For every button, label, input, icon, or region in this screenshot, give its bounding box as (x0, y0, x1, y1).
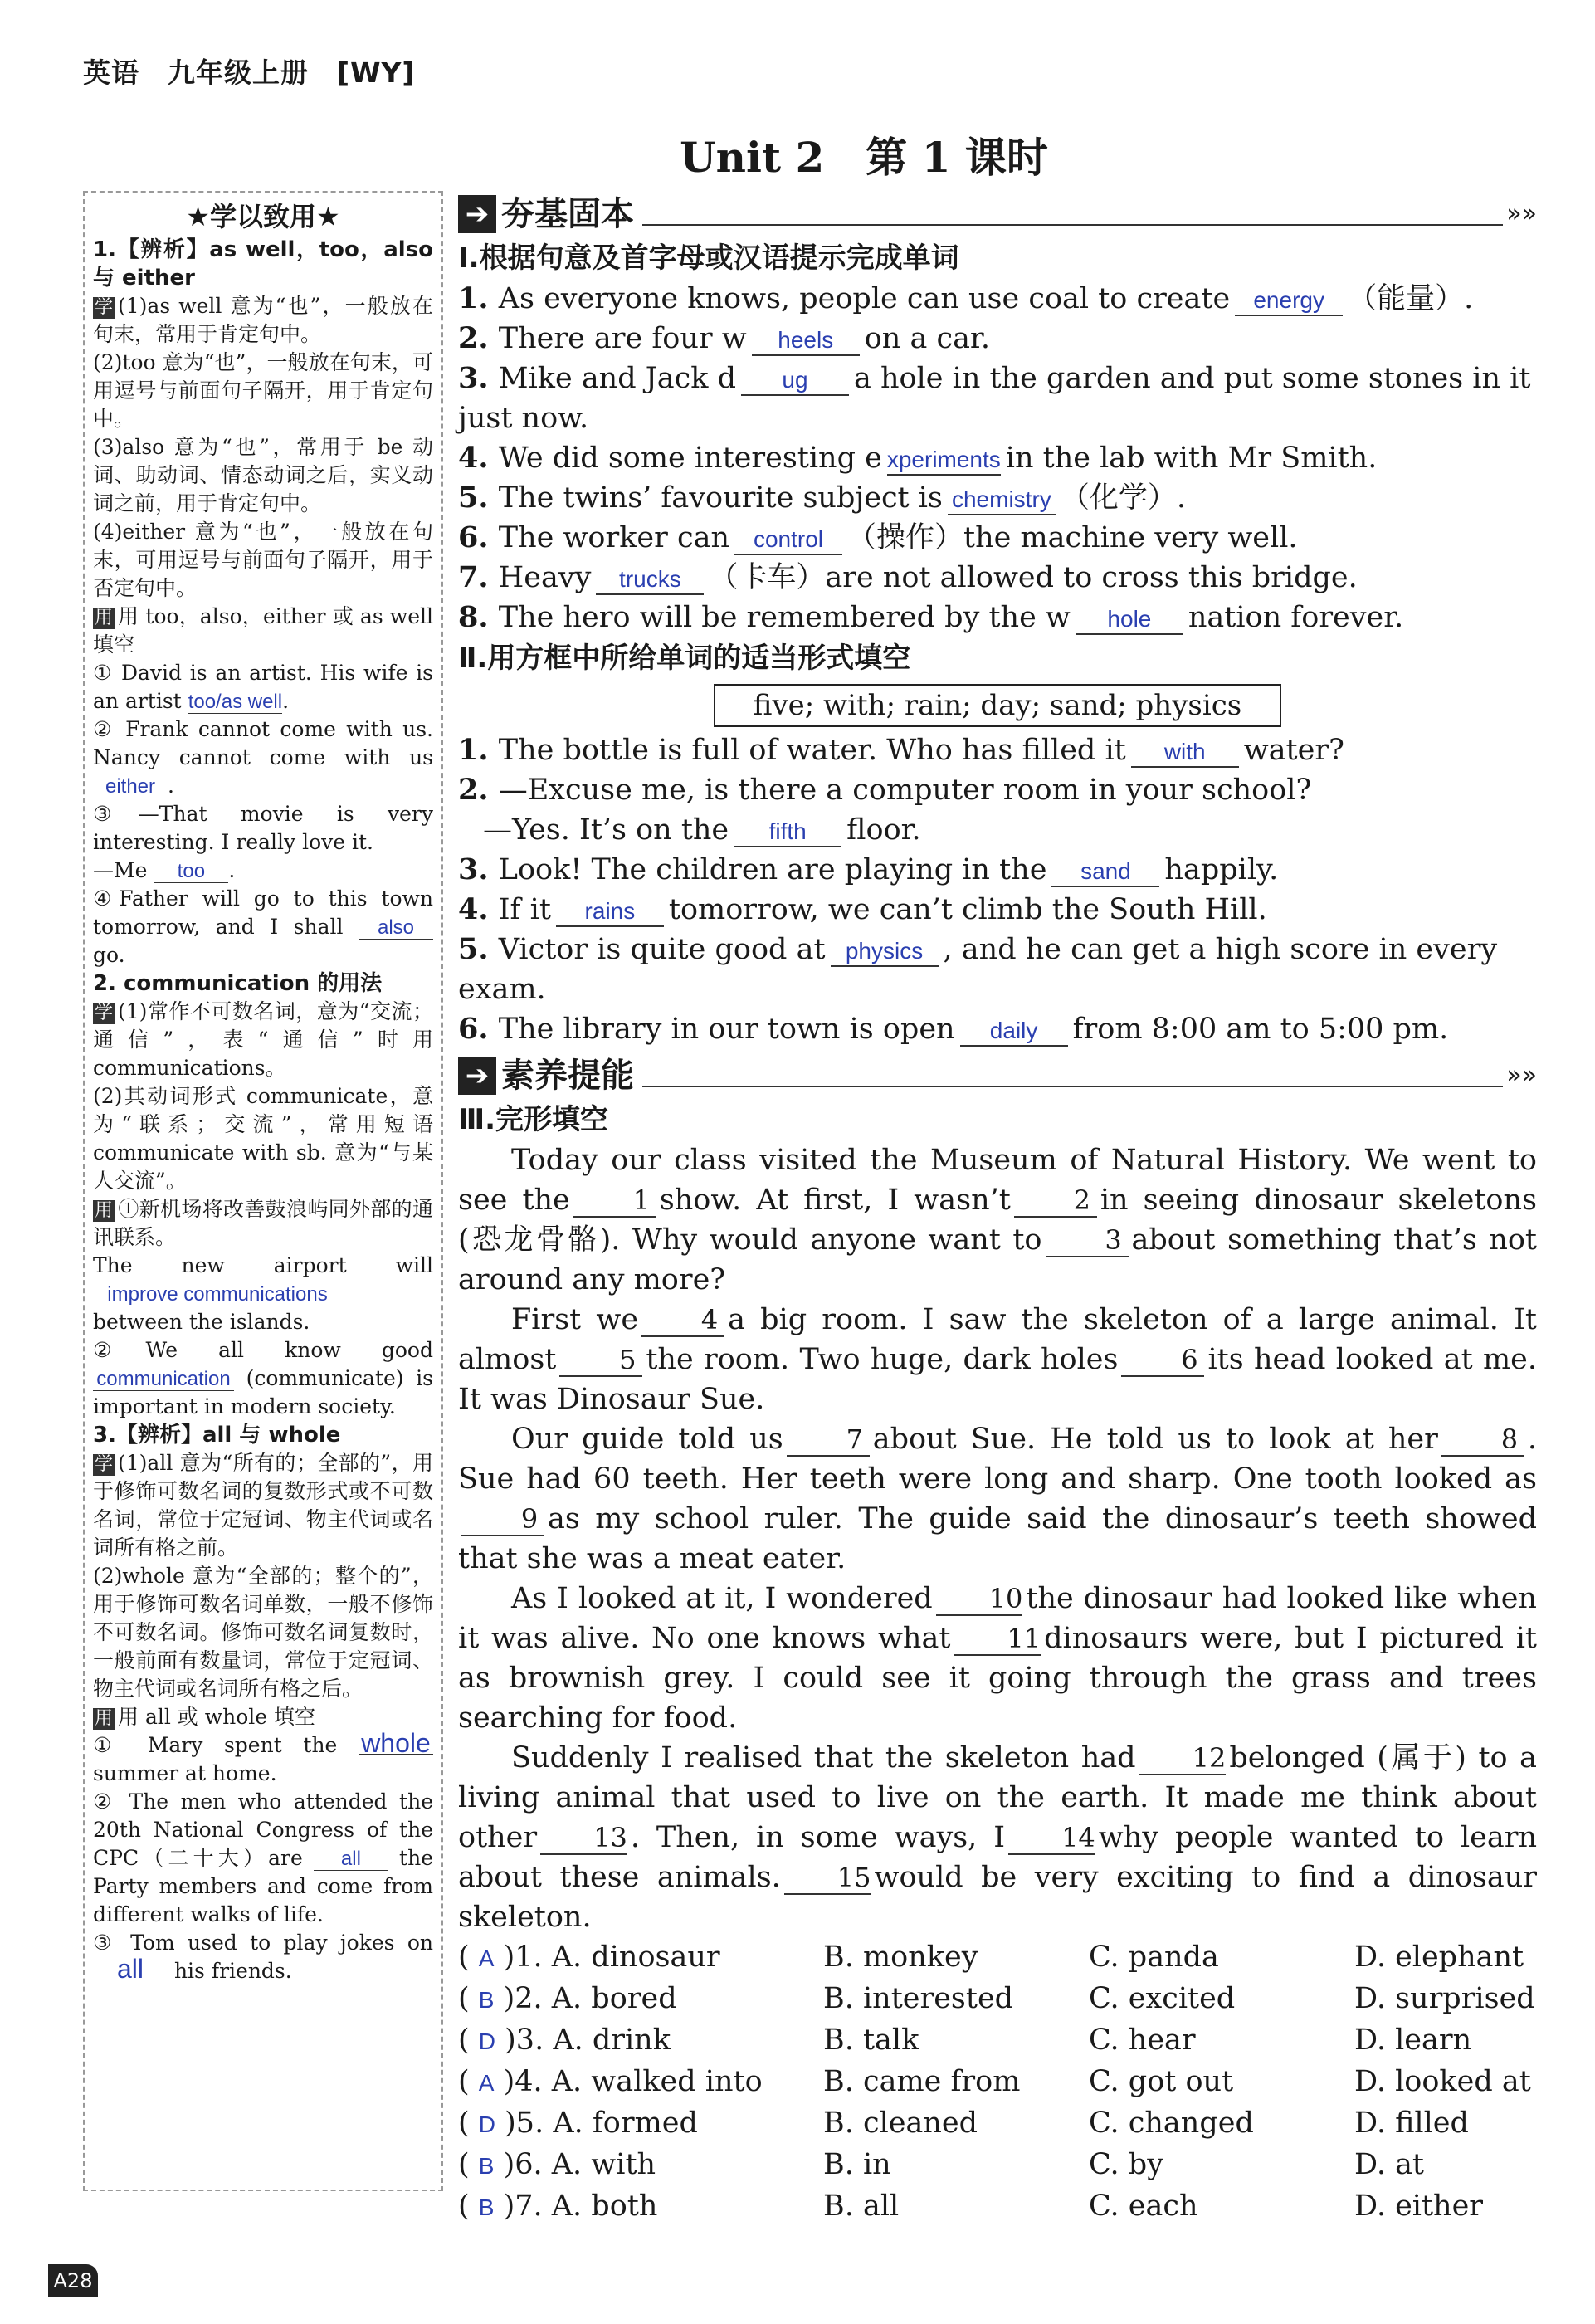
answer-letter[interactable]: D (478, 2112, 496, 2137)
item-number: 8. (458, 600, 499, 634)
part1-list (458, 279, 1537, 637)
item-number: 1. (458, 281, 499, 315)
answer-blank[interactable]: fifth (734, 818, 841, 847)
double-chevron-icon: »» (1506, 199, 1537, 228)
item-text: tomorrow, we can’t climb the South Hill. (668, 893, 1267, 926)
s1-e1-answer[interactable]: too/as well (188, 691, 283, 713)
s2-p1-text: (1)常作不可数名词，意为“交流；通信”，表“通信”时用 communications。 (93, 999, 433, 1080)
option-row (458, 2103, 1537, 2145)
item-text: The library in our town is open (498, 1013, 955, 1046)
cloze-text: its head looked at me. It was Dinosaur Sue. (458, 1343, 1537, 1416)
s1-e3-answer[interactable]: too (154, 861, 228, 883)
s2-e2-answer[interactable]: communication (93, 1369, 234, 1391)
cloze-blank[interactable]: 15 (784, 1862, 871, 1895)
option-row (458, 2186, 1537, 2228)
option-text: A. drink (553, 2024, 671, 2057)
s1-heading: 1.【辨析】as well，too，also与 either (93, 237, 433, 290)
cloze-passage (458, 1140, 1537, 1937)
answer-blank[interactable]: physics (831, 937, 939, 967)
option-text: A. with (551, 2148, 656, 2181)
paren: ( (458, 2148, 479, 2181)
s3-e3b-text: his friends. (173, 1959, 292, 1983)
s2-e2 (93, 1336, 433, 1421)
option-c: C. excited (1089, 1982, 1236, 2015)
cloze-paragraph (458, 1300, 1537, 1419)
option-text: A. dinosaur (551, 1941, 720, 1974)
s3-e3-answer[interactable]: all (93, 1958, 168, 1980)
part2-item (458, 890, 1537, 930)
item-text: If it (498, 893, 551, 926)
s2-e2b-text: (communicate) is important in modern society. (93, 1366, 433, 1418)
sidebar-panel (83, 191, 443, 2191)
option-a (458, 1937, 823, 1979)
cloze-blank[interactable]: 11 (954, 1623, 1041, 1656)
s1-p1-text: (1)as well 意为“也”，一般放在句末，常用于肯定句中。 (93, 294, 433, 346)
item-number: 4. (458, 441, 499, 475)
option-d: D. surprised (1354, 1982, 1535, 2015)
option-b: B. all (823, 2190, 900, 2223)
s3-e2-answer[interactable]: all (314, 1848, 388, 1871)
answer-blank[interactable]: with (1131, 738, 1239, 768)
answer-blank[interactable]: hole (1076, 605, 1183, 635)
part2-item (458, 850, 1537, 890)
item-text: （卡车）are not allowed to cross this bridge. (709, 561, 1358, 594)
option-c: C. changed (1089, 2107, 1254, 2140)
item-text: As everyone knows, people can use coal to create (498, 282, 1231, 315)
option-b: B. monkey (823, 1941, 978, 1974)
answer-blank[interactable]: heels (752, 326, 860, 356)
answer-blank[interactable]: chemistry (948, 486, 1056, 515)
learn-tag: 学 (95, 297, 114, 318)
item-text: nation forever. (1188, 601, 1404, 634)
cloze-blank[interactable]: 13 (540, 1822, 627, 1855)
part1-item (458, 319, 1537, 359)
s3-p1-text: (1)all 意为“所有的；全部的”，用于修饰可数名词的复数形式或不可数名词，常位于定冠词、物主代词或名词所有格之前。 (93, 1451, 433, 1560)
item-text: The worker can (498, 521, 730, 554)
cloze-text: about Sue. He told us to look at her (872, 1423, 1438, 1456)
paren: )6. (494, 2148, 552, 2181)
part3-title: Ⅲ.完形填空 (458, 1103, 609, 1136)
option-b: B. talk (823, 2024, 919, 2057)
item-number: 3. (458, 361, 499, 395)
option-b: B. cleaned (823, 2107, 978, 2140)
cloze-text: . Sue had 60 teeth. Her teeth were long and sharp. One tooth looked as (458, 1423, 1538, 1496)
s3-e1 (93, 1728, 433, 1788)
s2-p2: (2)其动词形式 communicate，意为“联系；交流”，常用短语 communicate with sb. 意为“与某人交流”。 (93, 1084, 433, 1193)
option-c: C. got out (1089, 2065, 1234, 2098)
s3-p1 (93, 1449, 433, 1562)
item-text: —Excuse me, is there a computer room in your school? (498, 774, 1312, 807)
s3-e2b-text: the Party members and come from different walks of life. (93, 1846, 433, 1926)
item-number: 6. (458, 520, 499, 554)
cloze-text: . Then, in some ways, I (630, 1821, 1006, 1854)
cloze-paragraph (458, 1419, 1537, 1579)
item-text: in the lab with Mr Smith. (1005, 442, 1378, 475)
part2-item (458, 930, 1537, 1009)
paren: ( (458, 2107, 479, 2140)
item-text: Look! The children are playing in the (498, 853, 1047, 886)
answer-blank[interactable]: xperiments (887, 446, 1001, 476)
cloze-blank[interactable]: 5 (559, 1344, 642, 1377)
cloze-blank[interactable]: 6 (1121, 1344, 1204, 1377)
cloze-text: belonged (属于) to a living animal that used to live on the earth. It made me think about other (458, 1741, 1537, 1854)
part1-item (458, 359, 1537, 438)
item-text: happily. (1164, 853, 1279, 886)
option-b: B. in (823, 2148, 891, 2181)
option-a (458, 2103, 823, 2145)
item-number: 6. (458, 1012, 499, 1046)
banner-rule (642, 1064, 1503, 1087)
paren: )3. (495, 2024, 554, 2057)
s3-e1b-text: summer at home. (93, 1761, 277, 1785)
cloze-blank[interactable]: 2 (1014, 1184, 1097, 1218)
cloze-text: as my school ruler. The guide said the dinosaur’s teeth showed that she was a meat eater. (458, 1502, 1537, 1575)
cloze-blank[interactable]: 9 (461, 1503, 544, 1536)
part1-item (458, 518, 1537, 558)
page-number: A28 (48, 2264, 98, 2297)
part2-list (458, 730, 1537, 1049)
item-text: —Yes. It’s on the (483, 813, 729, 847)
s1-use-text: 用 too，also，either 或 as well 填空 (93, 604, 433, 657)
double-chevron-icon: »» (1506, 1061, 1537, 1090)
s2-e1-text: ①新机场将改善鼓浪屿同外部的通讯联系。 (93, 1197, 433, 1249)
item-text: （化学）. (1060, 481, 1187, 515)
s1-e2: ② Frank cannot come with us. Nancy cannot come with us either . (93, 717, 433, 798)
item-number: 5. (458, 932, 499, 966)
s3-use (93, 1703, 433, 1731)
option-row (458, 1937, 1537, 1979)
option-d: D. either (1354, 2190, 1484, 2223)
s3-use-text: 用 all 或 whole 填空 (118, 1705, 316, 1729)
option-a (458, 1979, 823, 2020)
item-text: on a car. (864, 322, 990, 355)
item-number: 1. (458, 733, 499, 767)
option-row (458, 2020, 1537, 2062)
part2-title: Ⅱ.用方框中所给单词的适当形式填空 (458, 642, 911, 675)
cloze-text: in seeing dinosaur skeletons (恐龙骨骼). Why would anyone want to (458, 1184, 1537, 1257)
s3-heading: 3.【辨析】all 与 whole (93, 1423, 341, 1448)
item-text: from 8:00 am to 5:00 pm. (1072, 1013, 1449, 1046)
option-a (458, 2020, 823, 2062)
item-text: （操作）the machine very well. (847, 521, 1298, 554)
cloze-blank[interactable]: 12 (1139, 1742, 1227, 1775)
cloze-text: the dinosaur had looked like when it was alive. No one knows what (458, 1582, 1537, 1655)
item-text: water? (1243, 734, 1344, 767)
sidebar-title: ★学以致用★ (186, 201, 340, 232)
cloze-blank[interactable]: 3 (1046, 1224, 1129, 1257)
use-tag: 用 (95, 608, 114, 628)
answer-letter[interactable]: D (478, 2029, 496, 2054)
cloze-text: a big room. I saw the skeleton of a large animal. It almost (458, 1303, 1537, 1376)
paren: )5. (495, 2107, 554, 2140)
item-text: floor. (846, 813, 921, 847)
item-text: a hole in the garden and put some stones in it just now. (458, 362, 1531, 435)
s3-e3-text: ③ Tom used to play jokes on (93, 1931, 433, 1955)
option-row (458, 1979, 1537, 2020)
option-c: C. by (1089, 2148, 1163, 2181)
answer-blank[interactable]: energy (1235, 286, 1343, 316)
s3-e1-text: ① Mary spent the (93, 1733, 338, 1757)
s3-e2-text: ② The men who attended the 20th National Congress of the CPC（二十大）are (93, 1789, 433, 1870)
s1-e4-answer[interactable]: also (359, 917, 433, 940)
arrow-right-icon: ➔ (458, 1057, 496, 1095)
answer-blank[interactable]: rains (556, 897, 664, 927)
arrow-right-icon: ➔ (458, 195, 496, 233)
word-box: five; with; rain; day; sand; physics (714, 684, 1281, 727)
s2-e1b-text: The new airport will (93, 1253, 433, 1277)
s2-e1 (93, 1195, 433, 1252)
option-b: B. interested (823, 1982, 1014, 2015)
part1-item (458, 558, 1537, 598)
part1-item (458, 438, 1537, 478)
s3-p2: (2)whole 意为“全部的；整个的”，用于修饰可数名词单数，一般不修饰不可数名词。修饰可数名词复数时，一般前面有数量词，常位于定冠词、物主代词或名词所有格之后。 (93, 1564, 433, 1701)
cloze-text: why people wanted to learn about these animals. (458, 1821, 1537, 1894)
cloze-blank[interactable]: 8 (1441, 1423, 1524, 1457)
part2-item (458, 1009, 1537, 1049)
s3-e3 (93, 1929, 433, 1985)
answer-letter[interactable]: A (478, 2070, 495, 2096)
option-row (458, 2062, 1537, 2103)
part2-item (458, 730, 1537, 770)
cloze-text: Today our class visited the Museum of Natural History. We went to see the (458, 1144, 1537, 1217)
answer-letter[interactable]: B (478, 2153, 495, 2179)
paren: )2. (494, 1982, 552, 2015)
answer-blank[interactable]: trucks (596, 565, 704, 595)
s1-p4: (4)either 意为“也”，一般放在句末，可用逗号与前面句子隔开，用于否定句中。 (93, 520, 433, 600)
cloze-text: dinosaurs were, but I pictured it as brownish grey. I could see it going through the grass and trees searching for food. (458, 1622, 1537, 1735)
cloze-text: show. At first, I wasn’t (659, 1184, 1011, 1217)
s1-p3: (3)also 意为“也”，常用于 be 动词、助动词、情态动词之后，实义动词之前，用于肯定句中。 (93, 435, 433, 515)
item-text: Heavy (498, 561, 592, 594)
s2-p1 (93, 998, 433, 1082)
option-c: C. panda (1089, 1941, 1219, 1974)
item-number: 3. (458, 852, 499, 886)
item-number: 5. (458, 481, 499, 515)
s1-e1-text: ① David is an artist. His wife is an artist (93, 661, 433, 713)
paren: ( (458, 1982, 479, 2015)
banner-foundation (458, 191, 1537, 237)
option-text: A. bored (551, 1982, 677, 2015)
item-text: Mike and Jack d (498, 362, 736, 395)
cloze-blank[interactable]: 4 (641, 1304, 724, 1337)
option-a (458, 2186, 823, 2228)
s2-e1-answer[interactable]: improve communications (93, 1284, 342, 1306)
paren: )1. (494, 1941, 552, 1974)
s1-e4 (93, 885, 433, 969)
item-number: 4. (458, 892, 499, 926)
option-d: D. at (1354, 2148, 1424, 2181)
cloze-paragraph (458, 1579, 1537, 1738)
item-text: The bottle is full of water. Who has filled it (498, 734, 1126, 767)
item-number: 2. (458, 773, 499, 807)
part1-item (458, 279, 1537, 319)
cloze-text: would be very exciting to find a dinosaur skeleton. (458, 1861, 1538, 1934)
s1-p1 (93, 292, 433, 349)
cloze-blank[interactable]: 10 (936, 1583, 1023, 1616)
option-c: C. each (1089, 2190, 1198, 2223)
s1-e4-text: ④Father will go to this town tomorrow, and I shall (93, 886, 433, 939)
s3-e1-answer[interactable]: whole (359, 1732, 433, 1755)
s1-p2: (2)too 意为“也”，一般放在句末，可用逗号与前面句子隔开，用于肯定句中。 (93, 350, 433, 431)
part1-title: Ⅰ.根据句意及首字母或汉语提示完成单词 (458, 242, 959, 275)
s1-e4-end: go. (93, 943, 125, 967)
item-text: The twins’ favourite subject is (498, 481, 943, 515)
cloze-text: Our guide told us (511, 1423, 783, 1456)
item-text: We did some interesting e (498, 442, 882, 475)
s1-e3b-text: —Me (93, 858, 148, 882)
cloze-text: First we (511, 1303, 639, 1336)
item-text: There are four w (498, 322, 747, 355)
option-d: D. looked at (1354, 2065, 1531, 2098)
item-number: 7. (458, 560, 499, 594)
answer-letter[interactable]: A (478, 1946, 495, 1971)
learn-tag: 学 (95, 1454, 114, 1475)
answer-letter[interactable]: B (478, 2195, 495, 2220)
s1-e2-text: ② Frank cannot come with us. Nancy cannot come with us (93, 717, 433, 769)
use-tag: 用 (95, 1200, 114, 1221)
item-text: The hero will be remembered by the w (498, 601, 1071, 634)
cloze-text: As I looked at it, I wondered (511, 1582, 933, 1615)
paren: ( (458, 2190, 479, 2223)
banner-ability (458, 1052, 1537, 1099)
s1-e3-text: ③—That movie is very interesting. I really love it. (93, 802, 433, 854)
answer-blank[interactable]: daily (960, 1017, 1068, 1047)
cloze-text: Suddenly I realised that the skeleton had (511, 1741, 1136, 1775)
page-title: Unit 2 第 1 课时 (680, 133, 1048, 182)
item-number: 2. (458, 321, 499, 355)
paren: )7. (494, 2190, 552, 2223)
cloze-blank[interactable]: 14 (1008, 1822, 1095, 1855)
option-d: D. learn (1354, 2024, 1472, 2057)
cloze-paragraph (458, 1140, 1537, 1300)
use-tag: 用 (95, 1708, 114, 1729)
s1-e1: ① David is an artist. His wife is an artist too/as well. (93, 661, 433, 713)
s1-e2-answer[interactable]: either (93, 776, 168, 798)
s3-e2 (93, 1788, 433, 1929)
s1-e3: ③—That movie is very interesting. I really love it. —Me too . (93, 802, 433, 882)
cloze-blank[interactable]: 1 (573, 1184, 656, 1218)
answer-blank[interactable]: control (734, 525, 842, 555)
s2-e1b (93, 1252, 433, 1336)
paren: ( (458, 2024, 479, 2057)
s2-heading: 2. communication 的用法 (93, 971, 383, 996)
answer-blank[interactable]: ug (741, 366, 849, 396)
paren: ( (458, 2065, 479, 2098)
paren: )4. (494, 2065, 552, 2098)
s2-e2-text: ②We all know good (93, 1338, 433, 1362)
paren: ( (458, 1941, 479, 1974)
option-text: A. formed (553, 2107, 698, 2140)
cloze-blank[interactable]: 7 (787, 1423, 870, 1457)
s1-use (93, 603, 433, 659)
part1-item (458, 598, 1537, 637)
answer-blank[interactable]: sand (1051, 857, 1159, 887)
answer-letter[interactable]: B (478, 1987, 495, 2013)
item-text: （能量）. (1348, 282, 1474, 315)
banner-ability-label: 素养提能 (501, 1057, 634, 1095)
option-c: C. hear (1089, 2024, 1196, 2057)
cloze-paragraph (458, 1738, 1537, 1937)
item-text: , and he can get a high score in every exam. (458, 933, 1498, 1006)
option-a (458, 2145, 823, 2186)
cloze-text: the room. Two huge, dark holes (646, 1343, 1119, 1376)
s2-e1c-text: between the islands. (93, 1310, 310, 1334)
cloze-text: about something that’s not around any more? (458, 1223, 1537, 1296)
option-d: D. elephant (1354, 1941, 1524, 1974)
option-text: A. both (551, 2190, 658, 2223)
learn-tag: 学 (95, 1003, 114, 1023)
option-row (458, 2145, 1537, 2186)
option-a (458, 2062, 823, 2103)
book-header: 英语 九年级上册 [WY] (83, 56, 416, 89)
part1-item (458, 478, 1537, 518)
option-d: D. filled (1354, 2107, 1469, 2140)
option-b: B. came from (823, 2065, 1021, 2098)
cloze-options (458, 1937, 1537, 2228)
item-text: Victor is quite good at (498, 933, 826, 966)
part2-item (458, 770, 1537, 850)
banner-rule (642, 203, 1503, 226)
banner-foundation-label: 夯基固本 (501, 195, 634, 233)
option-text: A. walked into (551, 2065, 763, 2098)
main-column (458, 191, 1537, 2228)
